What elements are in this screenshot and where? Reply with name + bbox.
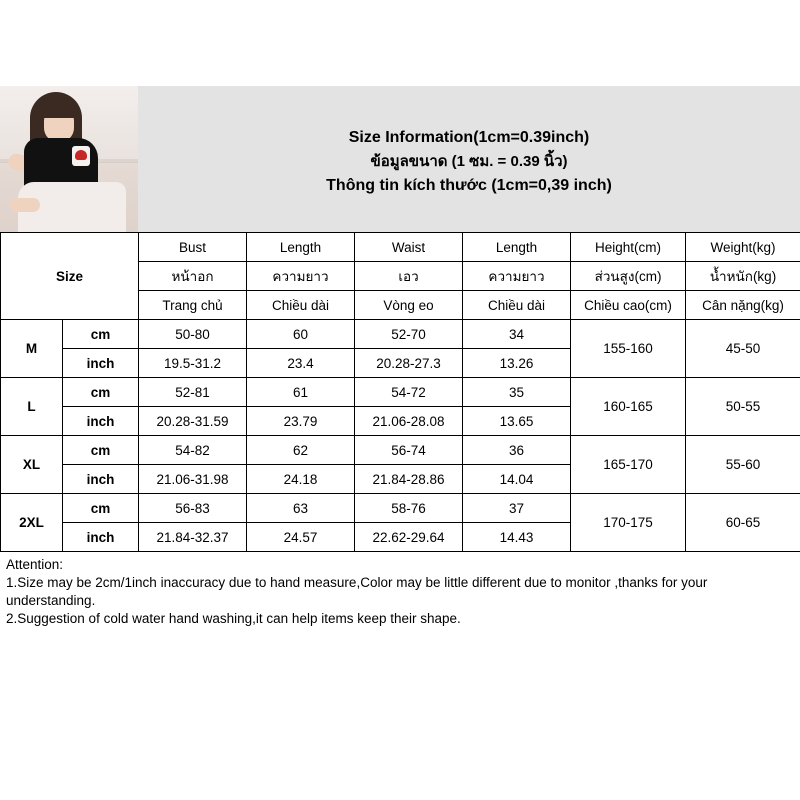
photo-image xyxy=(0,86,138,232)
col-header-height-th: ส่วนสูง(cm) xyxy=(571,262,686,291)
cell-waist-cm-2xl: 58-76 xyxy=(355,494,463,523)
col-header-length2-vi: Chiều dài xyxy=(463,291,571,320)
cell-length2-cm-2xl: 37 xyxy=(463,494,571,523)
garment-motif-icon xyxy=(72,146,90,166)
cell-bust-inch-xl: 21.06-31.98 xyxy=(139,465,247,494)
row-unit-inch-m: inch xyxy=(63,349,139,378)
cell-bust-cm-xl: 54-82 xyxy=(139,436,247,465)
cell-waist-cm-m: 52-70 xyxy=(355,320,463,349)
col-header-height-vi: Chiều cao(cm) xyxy=(571,291,686,320)
col-header-weight-en: Weight(kg) xyxy=(686,233,800,262)
col-header-length1-th: ความยาว xyxy=(247,262,355,291)
cell-weight-2xl: 60-65 xyxy=(686,494,800,552)
col-header-weight-th: น้ำหนัก(kg) xyxy=(686,262,800,291)
cell-waist-inch-2xl: 22.62-29.64 xyxy=(355,523,463,552)
model-leg xyxy=(10,198,40,212)
row-size-label-m: M xyxy=(1,320,63,378)
cell-length2-inch-2xl: 14.43 xyxy=(463,523,571,552)
table-row xyxy=(1,378,800,407)
model-hair-front xyxy=(38,96,80,118)
cell-bust-inch-l: 20.28-31.59 xyxy=(139,407,247,436)
cell-bust-cm-2xl: 56-83 xyxy=(139,494,247,523)
product-photo xyxy=(0,86,138,232)
cell-height-l: 160-165 xyxy=(571,378,686,436)
cell-length1-cm-2xl: 63 xyxy=(247,494,355,523)
cell-length1-inch-2xl: 24.57 xyxy=(247,523,355,552)
attention-line-1: 1.Size may be 2cm/1inch inaccuracy due to hand measure,Color may be little different due to monitor ,thanks for your understanding. xyxy=(6,574,708,608)
attention-heading: Attention: xyxy=(6,557,64,572)
size-header-cell: Size xyxy=(1,233,139,320)
cell-waist-inch-m: 20.28-27.3 xyxy=(355,349,463,378)
row-size-label-l: L xyxy=(1,378,63,436)
cell-length1-inch-xl: 24.18 xyxy=(247,465,355,494)
cell-bust-cm-m: 50-80 xyxy=(139,320,247,349)
cell-weight-xl: 55-60 xyxy=(686,436,800,494)
cell-length1-cm-xl: 62 xyxy=(247,436,355,465)
title-thai: ข้อมูลขนาด (1 ซม. = 0.39 นิ้ว) xyxy=(370,152,568,170)
row-unit-cm-xl: cm xyxy=(63,436,139,465)
cell-length2-inch-xl: 14.04 xyxy=(463,465,571,494)
chart-header xyxy=(0,86,800,232)
cell-length2-cm-l: 35 xyxy=(463,378,571,407)
cell-height-m: 155-160 xyxy=(571,320,686,378)
attention-block xyxy=(0,552,800,634)
cell-length2-cm-m: 34 xyxy=(463,320,571,349)
col-header-bust-th: หน้าอก xyxy=(139,262,247,291)
attention-line-2: 2.Suggestion of cold water hand washing,it can help items keep their shape. xyxy=(6,610,461,626)
col-header-weight-vi: Cân nặng(kg) xyxy=(686,291,800,320)
row-size-label-xl: XL xyxy=(1,436,63,494)
row-unit-inch-l: inch xyxy=(63,407,139,436)
cell-weight-m: 45-50 xyxy=(686,320,800,378)
table-row xyxy=(1,436,800,465)
cell-length1-cm-l: 61 xyxy=(247,378,355,407)
cell-length2-inch-m: 13.26 xyxy=(463,349,571,378)
table-row xyxy=(1,494,800,523)
size-chart xyxy=(0,86,800,634)
row-unit-cm-2xl: cm xyxy=(63,494,139,523)
cell-bust-inch-m: 19.5-31.2 xyxy=(139,349,247,378)
cell-length1-cm-m: 60 xyxy=(247,320,355,349)
cell-length1-inch-l: 23.79 xyxy=(247,407,355,436)
col-header-length2-en: Length xyxy=(463,233,571,262)
row-unit-cm-m: cm xyxy=(63,320,139,349)
measurements-table xyxy=(0,232,800,552)
cell-waist-cm-xl: 56-74 xyxy=(355,436,463,465)
row-unit-inch-xl: inch xyxy=(63,465,139,494)
table-row xyxy=(1,320,800,349)
row-unit-inch-2xl: inch xyxy=(63,523,139,552)
col-header-bust-en: Bust xyxy=(139,233,247,262)
cell-height-xl: 165-170 xyxy=(571,436,686,494)
col-header-waist-vi: Vòng eo xyxy=(355,291,463,320)
col-header-height-en: Height(cm) xyxy=(571,233,686,262)
cell-length2-inch-l: 13.65 xyxy=(463,407,571,436)
cell-height-2xl: 170-175 xyxy=(571,494,686,552)
col-header-length1-vi: Chiều dài xyxy=(247,291,355,320)
table-header-row-en xyxy=(1,233,800,262)
title-vietnamese: Thông tin kích thước (1cm=0,39 inch) xyxy=(326,177,612,195)
cell-length2-cm-xl: 36 xyxy=(463,436,571,465)
col-header-length1-en: Length xyxy=(247,233,355,262)
cell-weight-l: 50-55 xyxy=(686,378,800,436)
cell-waist-inch-xl: 21.84-28.86 xyxy=(355,465,463,494)
chart-title-block xyxy=(138,86,800,232)
cell-waist-cm-l: 54-72 xyxy=(355,378,463,407)
cell-bust-cm-l: 52-81 xyxy=(139,378,247,407)
title-english: Size Information(1cm=0.39inch) xyxy=(348,128,590,146)
cell-bust-inch-2xl: 21.84-32.37 xyxy=(139,523,247,552)
cell-waist-inch-l: 21.06-28.08 xyxy=(355,407,463,436)
col-header-bust-vi: Trang chủ xyxy=(139,291,247,320)
col-header-waist-en: Waist xyxy=(355,233,463,262)
col-header-length2-th: ความยาว xyxy=(463,262,571,291)
col-header-waist-th: เอว xyxy=(355,262,463,291)
row-unit-cm-l: cm xyxy=(63,378,139,407)
row-size-label-2xl: 2XL xyxy=(1,494,63,552)
cell-length1-inch-m: 23.4 xyxy=(247,349,355,378)
